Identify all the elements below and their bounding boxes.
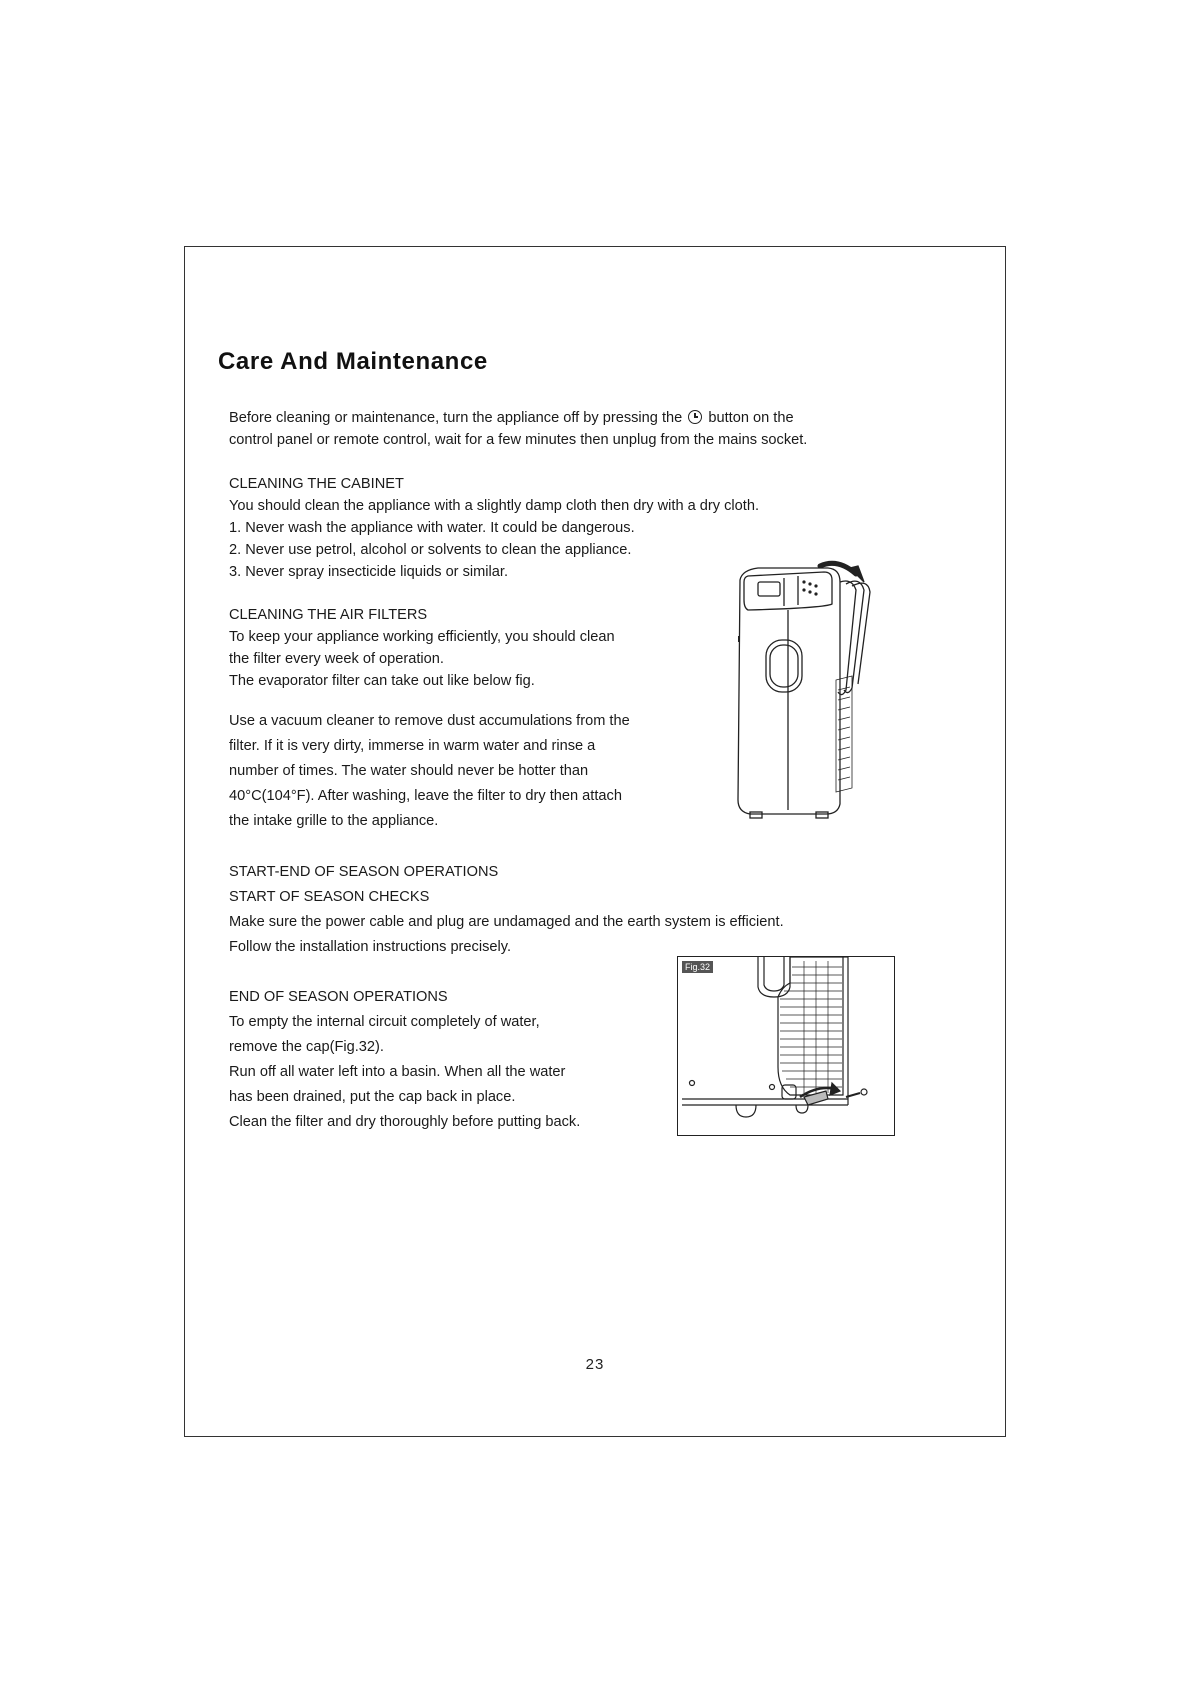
start-season-line-2: Follow the installation instructions precisely. bbox=[229, 939, 511, 955]
filters-paragraph-line-4: 40°C(104°F). After washing, leave the filter to dry then attach bbox=[229, 788, 622, 804]
cabinet-item-3: 3. Never spray insecticide liquids or similar. bbox=[229, 564, 509, 580]
end-season-line-4: has been drained, put the cap back in place. bbox=[229, 1089, 516, 1105]
end-season-line-2: remove the cap(Fig.32). bbox=[229, 1039, 384, 1055]
filters-paragraph-line-3: number of times. The water should never be hotter than bbox=[229, 763, 589, 779]
page-number: 23 bbox=[585, 1356, 605, 1373]
end-season-line-5: Clean the filter and dry thoroughly before putting back. bbox=[229, 1114, 581, 1130]
cabinet-heading: CLEANING THE CABINET bbox=[229, 476, 404, 492]
air-conditioner-filter-illustration bbox=[728, 560, 898, 820]
figure-32-drain-cap bbox=[677, 956, 895, 1136]
intro-line-1 bbox=[229, 410, 794, 426]
cabinet-text: You should clean the appliance with a slightly damp cloth then dry with a dry cloth. bbox=[229, 498, 760, 514]
intro-text-after: button on the bbox=[708, 410, 794, 426]
page-title: Care And Maintenance bbox=[218, 348, 488, 375]
filters-paragraph-line-1: Use a vacuum cleaner to remove dust accumulations from the bbox=[229, 713, 630, 729]
filters-heading: CLEANING THE AIR FILTERS bbox=[229, 607, 428, 623]
end-season-line-3: Run off all water left into a basin. When all the water bbox=[229, 1064, 566, 1080]
end-season-line-1: To empty the internal circuit completely of water, bbox=[229, 1014, 540, 1030]
filters-line-2: the filter every week of operation. bbox=[229, 651, 444, 667]
start-season-heading: START OF SEASON CHECKS bbox=[229, 889, 430, 905]
filters-paragraph-line-2: filter. If it is very dirty, immerse in warm water and rinse a bbox=[229, 738, 596, 754]
intro-text-before: Before cleaning or maintenance, turn the appliance off by pressing the bbox=[229, 410, 683, 426]
filters-line-1: To keep your appliance working efficiently, you should clean bbox=[229, 629, 615, 645]
cabinet-item-1: 1. Never wash the appliance with water. It could be dangerous. bbox=[229, 520, 635, 536]
season-heading: START-END OF SEASON OPERATIONS bbox=[229, 864, 499, 880]
end-season-heading: END OF SEASON OPERATIONS bbox=[229, 989, 448, 1005]
intro-line-2: control panel or remote control, wait for a few minutes then unplug from the mains socket. bbox=[229, 432, 808, 448]
filters-line-3: The evaporator filter can take out like below fig. bbox=[229, 673, 535, 689]
start-season-line-1: Make sure the power cable and plug are undamaged and the earth system is efficient. bbox=[229, 914, 784, 930]
clock-power-icon bbox=[688, 410, 702, 424]
filters-paragraph-line-5: the intake grille to the appliance. bbox=[229, 813, 439, 829]
figure-label: Fig.32 bbox=[682, 961, 713, 973]
cabinet-item-2: 2. Never use petrol, alcohol or solvents to clean the appliance. bbox=[229, 542, 632, 558]
